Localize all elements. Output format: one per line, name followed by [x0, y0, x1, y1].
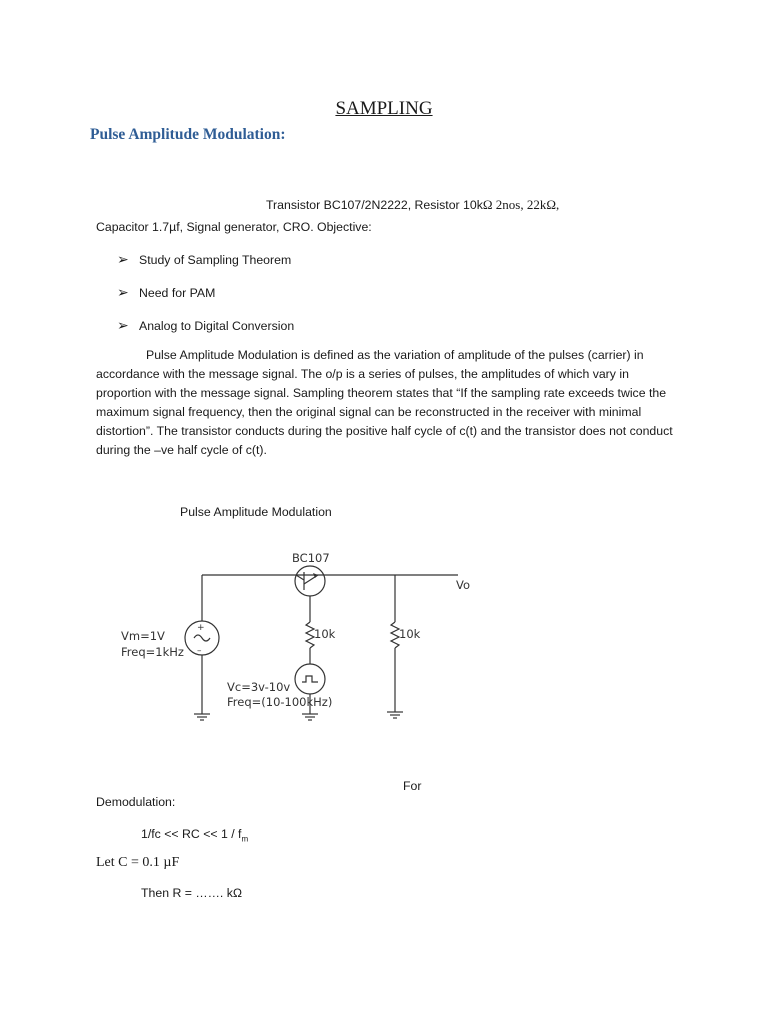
apparatus-line-1: [266, 197, 559, 213]
transistor-body: [295, 566, 325, 596]
source-plus-label: +: [197, 623, 205, 633]
objective-item: [117, 317, 294, 334]
rc-condition-text: 1/fc << RC << 1 / f: [141, 827, 242, 841]
objective-text: Study of Sampling Theorem: [139, 252, 292, 267]
rc-condition-subscript: m: [241, 834, 249, 844]
resistor-value: Then R = ……. kΩ: [141, 886, 243, 900]
arrow-bullet-icon: ➢: [117, 251, 129, 267]
carrier-source-amplitude: Vc=3v-10v: [227, 680, 291, 694]
resistor-r2-label: 10k: [399, 627, 421, 641]
output-label: Vo: [456, 578, 471, 592]
apparatus-line-1-text: Transistor BC107/2N2222, Resistor 10k: [266, 198, 483, 212]
pulse-source-icon: [295, 664, 325, 694]
apparatus-line-1-serif: Ω 2nos, 22kΩ,: [482, 197, 560, 212]
page-title: SAMPLING: [335, 98, 433, 119]
source-minus-label: –: [197, 646, 202, 656]
ground-icon: [194, 714, 210, 720]
message-source-frequency: Freq=1kHz: [121, 645, 184, 659]
objective-text: Need for PAM: [139, 285, 216, 300]
message-source-amplitude: Vm=1V: [121, 629, 165, 643]
carrier-source-frequency: Freq=(10-100kHz): [227, 695, 333, 709]
diagram-caption: Pulse Amplitude Modulation: [180, 505, 332, 519]
arrow-bullet-icon: ➢: [117, 317, 129, 333]
demodulation-label: Demodulation:: [96, 795, 176, 809]
objective-item: [117, 251, 291, 268]
pam-circuit-diagram: [0, 540, 768, 730]
resistor-r1-icon: [306, 622, 314, 648]
arrow-bullet-icon: ➢: [117, 284, 129, 300]
ground-icon: [302, 714, 318, 720]
section-heading: Pulse Amplitude Modulation:: [90, 126, 286, 143]
for-label: For: [403, 779, 422, 793]
rc-condition: [141, 827, 248, 843]
objective-item: [117, 284, 215, 301]
ground-icon: [387, 712, 403, 718]
transistor-label: BC107: [292, 551, 330, 565]
body-paragraph-text: Pulse Amplitude Modulation is defined as the variation of amplitude of the pulses (carrier) in accordance with the message signal. The o/p is a series of pulses, the amplitudes of which vary in proportion with the message signal. Sampling theorem states that “If the sampling rate exceeds twice the maximum signal frequency, then the original signal can be reconstructed in the receiver with minimal distortion”. The transistor conducts during the positive half cycle of c(t) and the transistor does not conduct during the –ve half cycle of c(t).: [96, 348, 673, 457]
objective-text: Analog to Digital Conversion: [139, 318, 295, 333]
resistor-r1-label: 10k: [314, 627, 336, 641]
body-paragraph: [96, 346, 676, 460]
apparatus-line-2: Capacitor 1.7µf, Signal generator, CRO. Objective:: [96, 220, 372, 234]
resistor-r2-icon: [391, 622, 399, 648]
capacitor-value: Let C = 0.1 µF: [96, 855, 180, 870]
